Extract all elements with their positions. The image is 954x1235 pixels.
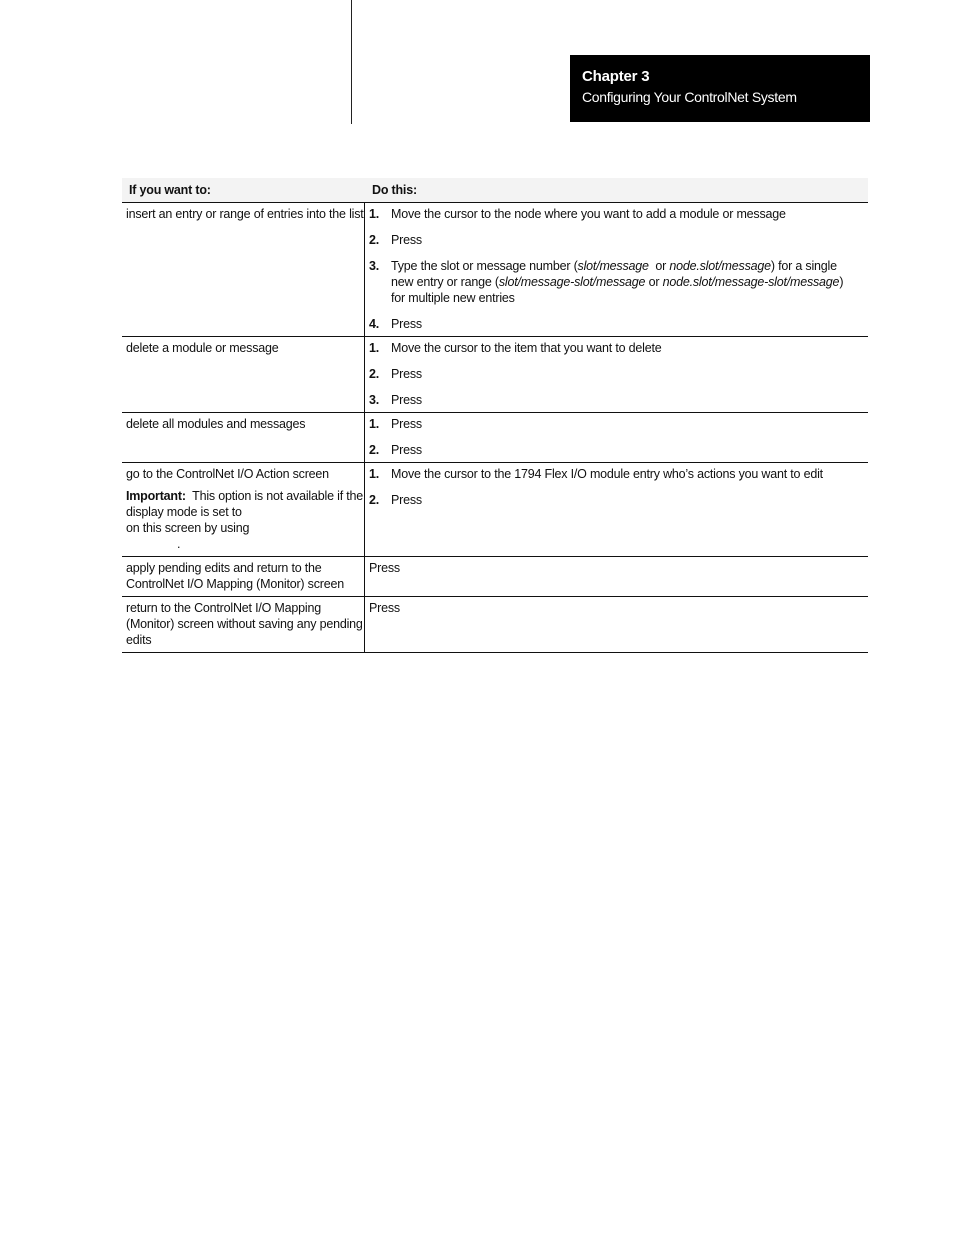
step-text: Press	[391, 443, 422, 457]
want-cell: insert an entry or range of entries into the list	[122, 203, 365, 336]
step-number: 1.	[369, 467, 380, 481]
text-run: Type the slot or message number (	[391, 259, 578, 273]
step	[369, 366, 868, 382]
step-text: Move the cursor to the node where you want to add a module or message	[391, 207, 786, 221]
table-row	[122, 557, 868, 597]
step-number: 2.	[369, 493, 380, 507]
column-header-want: If you want to:	[129, 183, 211, 197]
do-cell	[365, 413, 868, 462]
text-run-italic: slot/message-slot/message	[498, 275, 646, 289]
step	[369, 258, 868, 306]
step	[369, 340, 868, 356]
step-text: Press	[391, 367, 422, 381]
table-row	[122, 203, 868, 337]
text-run: ) for multiple new entries	[391, 275, 844, 305]
step-number: 4.	[369, 317, 380, 331]
important-text-3: .	[177, 537, 181, 551]
chapter-subtitle: Configuring Your ControlNet System	[582, 89, 797, 105]
step-text: Move the cursor to the item that you want to delete	[391, 341, 662, 355]
do-cell	[365, 203, 868, 336]
margin-rule	[351, 0, 352, 124]
want-cell	[122, 463, 365, 556]
step	[369, 442, 868, 458]
step-number: 1.	[369, 207, 380, 221]
do-cell: Press	[369, 561, 400, 575]
text-run: ) for a single new entry or range (	[391, 259, 837, 289]
do-cell	[365, 337, 868, 412]
do-cell: Press	[369, 601, 400, 615]
chapter-header	[570, 55, 870, 122]
important-text: This option is not available if the display mode is set to	[126, 489, 367, 519]
want-cell: delete all modules and messages	[122, 413, 365, 462]
step-number: 1.	[369, 417, 380, 431]
step-text: Move the cursor to the 1794 Flex I/O module entry who’s actions you want to edit	[391, 467, 823, 481]
step-text: Press	[391, 417, 422, 431]
want-cell: apply pending edits and return to the ControlNet I/O Mapping (Monitor) screen	[122, 557, 365, 596]
step	[369, 206, 868, 222]
want-text: go to the ControlNet I/O Action screen	[126, 467, 329, 481]
text-run-italic: slot/message	[577, 259, 649, 273]
step	[369, 492, 868, 508]
instructions-table	[122, 178, 868, 653]
step-text: Press	[391, 493, 422, 507]
step	[369, 316, 868, 332]
table-row	[122, 597, 868, 653]
important-note	[126, 488, 367, 552]
want-cell: delete a module or message	[122, 337, 365, 412]
table-row	[122, 413, 868, 463]
step-text: Press	[391, 393, 422, 407]
text-run: or	[645, 275, 663, 289]
important-label: Important:	[126, 489, 186, 503]
table-row	[122, 337, 868, 413]
step	[369, 466, 868, 482]
step-number: 1.	[369, 341, 380, 355]
want-cell: return to the ControlNet I/O Mapping (Monitor) screen without saving any pending edits	[122, 597, 365, 652]
text-run-italic: node.slot/message	[669, 259, 771, 273]
step-text: Press	[391, 233, 422, 247]
step	[369, 232, 868, 248]
text-run-italic: node.slot/message-slot/message	[662, 275, 840, 289]
step-number: 2.	[369, 443, 380, 457]
do-cell	[365, 463, 868, 556]
step-text: Press	[391, 317, 422, 331]
step	[369, 392, 868, 408]
step-text	[391, 258, 868, 306]
table-row	[122, 463, 868, 557]
step-number: 3.	[369, 393, 380, 407]
step-number: 2.	[369, 233, 380, 247]
chapter-title: Chapter 3	[582, 68, 650, 85]
step	[369, 416, 868, 432]
column-header-do: Do this:	[372, 183, 417, 197]
step-number: 3.	[369, 259, 380, 273]
step-number: 2.	[369, 367, 380, 381]
important-text-2: on this screen by using	[126, 521, 250, 535]
table-header	[122, 178, 868, 203]
text-run: or	[648, 259, 670, 273]
